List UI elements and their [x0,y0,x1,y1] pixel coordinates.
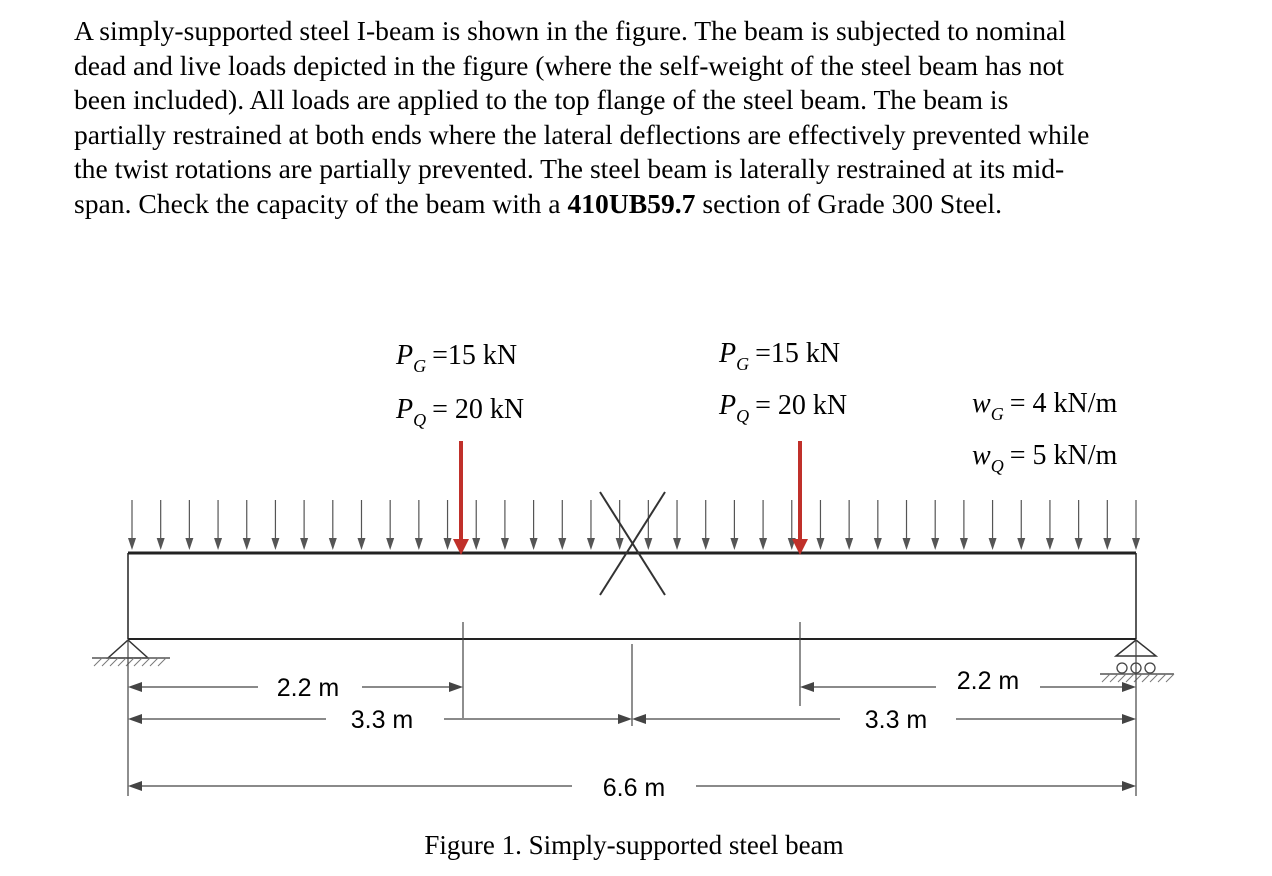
udl-arrow-head [1017,538,1025,550]
udl-arrow-head [271,538,279,550]
problem-line-4: partially restrained at both ends where the lateral deflections are effectively prevented while [74,118,1090,150]
svg-text:PQ= 20 kN [718,390,847,426]
udl-arrow-head [874,538,882,550]
udl-arrow-head [702,538,710,550]
dimension-2-2-right-label: 2.2 m [956,667,1020,695]
udl-arrow-head [759,538,767,550]
extension-lines [128,622,1136,796]
udl-arrow-head [501,538,509,550]
svg-text:PG=15 kN [718,338,840,374]
point-load-right [792,441,808,555]
wg-symbol: w [972,388,991,419]
udl-arrow-head [1075,538,1083,550]
beam [128,553,1136,639]
point-load-left [453,441,469,555]
roller-support-right [1100,640,1174,682]
udl-arrow-head [587,538,595,550]
pq-symbol-right: P [719,390,737,421]
udl-arrow-head [329,538,337,550]
udl-arrow-head [357,538,365,550]
wq-value: = 5 kN/m [1009,440,1118,471]
wg-sub: G [990,404,1004,424]
udl-arrow-head [214,538,222,550]
udl-arrow-head [415,538,423,550]
problem-line-6-end: section of Grade 300 Steel. [695,187,1002,219]
problem-line-3: been included). All loads are applied to the top flange of the steel beam. The beam is [74,84,1009,116]
pg-sub-left: G [413,356,427,376]
pg-value-right: =15 kN [755,338,841,369]
wq-symbol: w [972,440,991,471]
svg-text:wG= 4 kN/m [972,388,1117,424]
pg-sub-right: G [736,354,750,374]
udl-arrow-head [845,538,853,550]
section-designation: 410UB59.7 [567,187,696,219]
left-point-load-labels [395,340,524,430]
lateral-restraint-cross [600,492,665,595]
udl-arrow-head [1046,538,1054,550]
udl-arrow-head [386,538,394,550]
udl-arrow-head [989,538,997,550]
pin-support-left [92,640,170,666]
udl-arrow-head [816,538,824,550]
udl-arrow-head [243,538,251,550]
dimension-total-label: 6.6 m [602,774,666,802]
pq-value-right: = 20 kN [755,390,848,421]
problem-line-2: dead and live loads depicted in the figure (where the self-weight of the steel beam has not [74,49,1064,81]
udl-arrow-head [1103,538,1111,550]
udl-arrow-head [472,538,480,550]
udl-arrow-head [673,538,681,550]
problem-line-6-start: span. Check the capacity of the beam with a [74,187,568,219]
dimension-3-3-left-label: 3.3 m [350,706,414,734]
udl-arrow-head [730,538,738,550]
right-point-load-labels [718,338,847,426]
udl-arrow-head [960,538,968,550]
problem-line-5: the twist rotations are partially prevented. The steel beam is laterally restrained at its mid- [74,153,1065,185]
udl-arrow-head [444,538,452,550]
problem-line-1: A simply-supported steel I-beam is shown in the figure. The beam is subjected to nominal [74,15,1066,46]
svg-text:PG=15 kN [395,340,517,376]
udl-arrow-head [644,538,652,550]
svg-text:wQ= 5 kN/m [972,440,1117,476]
udl-arrow-head [530,538,538,550]
udl-arrow-head [558,538,566,550]
pg-value-left: =15 kN [432,340,518,371]
pq-sub-right: Q [736,406,750,426]
distributed-load-labels [972,388,1117,476]
figure-caption: Figure 1. Simply-supported steel beam [424,830,844,860]
udl-arrow-head [931,538,939,550]
wq-sub: Q [990,456,1004,476]
pg-symbol-right: P [719,338,737,369]
udl-arrow-head [1132,538,1140,550]
dimension-2-2-left-label: 2.2 m [276,674,340,702]
dimension-3-3-right-label: 3.3 m [864,706,928,734]
udl-arrow-head [903,538,911,550]
svg-text:PQ= 20 kN [395,394,524,430]
udl-arrow-head [616,538,624,550]
pq-sub-left: Q [413,410,427,430]
udl-arrow-head [157,538,165,550]
pg-symbol-left: P [396,340,414,371]
pq-symbol-left: P [396,394,414,425]
udl-arrow-head [128,538,136,550]
udl-arrow-head [185,538,193,550]
pq-value-left: = 20 kN [432,394,525,425]
wg-value: = 4 kN/m [1009,388,1118,419]
udl-arrow-head [300,538,308,550]
